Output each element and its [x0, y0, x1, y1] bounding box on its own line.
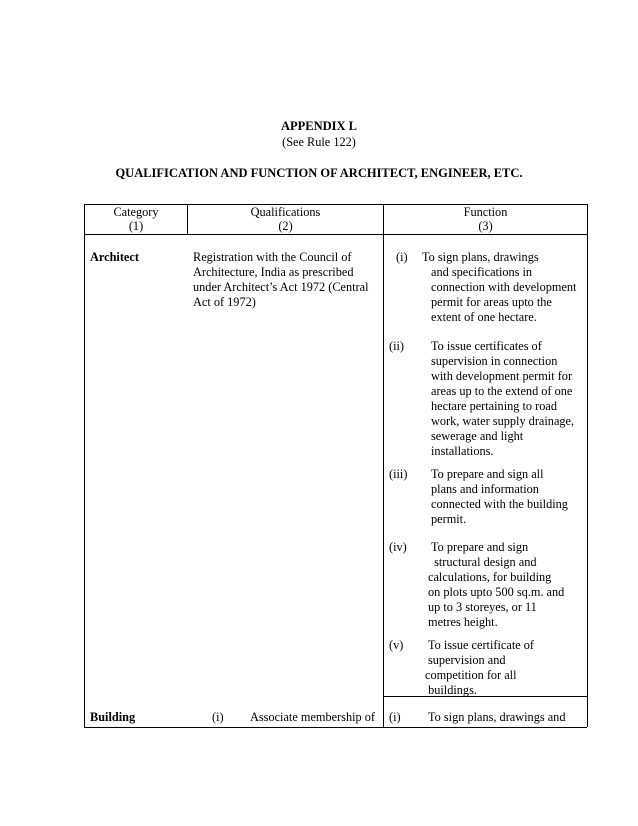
function-number: (v): [389, 638, 404, 652]
function-item: [431, 339, 574, 459]
header-category: Category: [113, 205, 159, 219]
function-line: structural design and: [431, 555, 537, 569]
header-bottom-border: [84, 234, 587, 235]
function-line: To issue certificate of: [428, 638, 535, 652]
function-line: up to 3 storeyes, or 11: [428, 600, 537, 614]
function-line: supervision in connection: [431, 354, 558, 368]
building-qualification: Associate membership of: [250, 710, 375, 724]
function-number: (iv): [389, 540, 407, 554]
function-column-divider: [383, 204, 384, 727]
function-line: sewerage and light: [431, 429, 524, 443]
header-number-1: (1): [128, 219, 144, 233]
function-line: on plots upto 500 sq.m. and: [428, 585, 565, 599]
function-number: (iii): [389, 467, 408, 481]
function-line: permit for areas upto the: [431, 295, 552, 309]
category-architect: Architect: [90, 250, 139, 264]
function-line: To prepare and sign all: [431, 467, 544, 481]
function-line: plans and information: [431, 482, 539, 496]
function-line: buildings.: [425, 683, 477, 697]
function-line: supervision and: [428, 653, 506, 667]
function-number: (i): [396, 250, 408, 264]
header-qualifications: Qualifications: [250, 205, 321, 219]
table-bottom-border: [84, 727, 587, 728]
function-line: To issue certificates of: [431, 339, 542, 353]
qualification-line: under Architect’s Act 1972 (Central: [193, 280, 369, 294]
function-line: hectare pertaining to road: [431, 399, 557, 413]
function-line: and specifications in: [431, 265, 533, 279]
function-number: (i): [389, 710, 401, 724]
category-building: Building: [90, 710, 136, 724]
header-number-3: (3): [478, 219, 493, 233]
function-line: connected with the building: [431, 497, 568, 511]
function-line: work, water supply drainage,: [431, 414, 575, 428]
function-item: [422, 250, 576, 325]
architect-qualification: [193, 250, 369, 310]
function-line: with development permit for: [431, 369, 573, 383]
function-line: metres height.: [428, 615, 498, 629]
table-right-border: [587, 204, 588, 727]
function-line: To prepare and sign: [431, 540, 529, 554]
qualification-line: Act of 1972): [193, 295, 256, 309]
function-item: [428, 540, 564, 630]
function-line: installations.: [431, 444, 494, 458]
function-line: competition for all: [425, 668, 517, 682]
function-line: To sign plans, drawings: [422, 250, 539, 264]
function-line: areas up to the extend of one: [431, 384, 573, 398]
qualification-number: (i): [212, 710, 224, 724]
document-heading: QUALIFICATION AND FUNCTION OF ARCHITECT, ENGINEER, ETC.: [115, 166, 523, 180]
rule-reference: (See Rule 122): [282, 135, 356, 149]
function-number: (ii): [389, 339, 405, 353]
qualification-line: Registration with the Council of: [193, 250, 352, 264]
qualification-line: Architecture, India as prescribed: [193, 265, 354, 279]
function-item: [431, 467, 568, 527]
function-line: extent of one hectare.: [431, 310, 537, 324]
function-line: permit.: [431, 512, 467, 526]
function-line: calculations, for building: [428, 570, 552, 584]
function-item: [425, 638, 534, 698]
header-function: Function: [463, 205, 508, 219]
table-left-border: [84, 204, 85, 727]
header-number-2: (2): [278, 219, 293, 233]
appendix-title: APPENDIX L: [280, 119, 358, 133]
building-function: To sign plans, drawings and: [428, 710, 566, 724]
function-line: connection with development: [431, 280, 577, 294]
